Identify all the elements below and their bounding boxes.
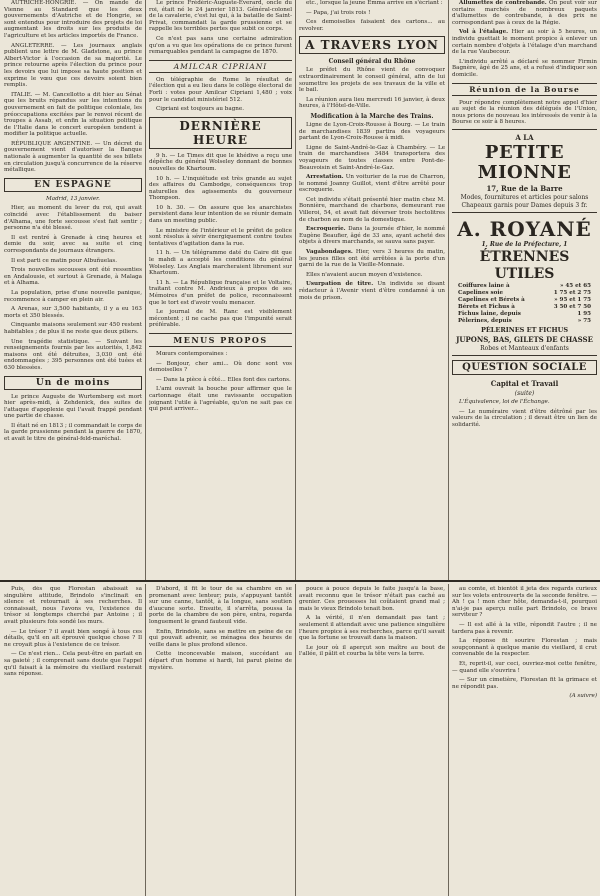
paragraph: Cipriani est toujours au bagne.	[156, 106, 244, 113]
feuilleton-column-4	[452, 586, 597, 894]
paragraph: — Dans la pièce à côté... Elles font des cartons.	[156, 376, 291, 383]
column-3	[299, 0, 445, 580]
price-list	[452, 283, 597, 325]
paragraph: Il est rentré à Grenade à cinq heures et demie du soir, avec sa suite et cinq correspondants de journaux étrangers.	[4, 234, 142, 254]
price-value: 1 75 et 2 75	[553, 289, 591, 296]
paragraph: ANGLETERRE. — Les journaux anglais publient une lettre de M. Gladstone, au prince Albert-Victor à l'occasion de sa majorité. Le prince retourne après l'élection du prince pour les devoirs que lui impose sa haute position et exprime le vœu que ces devoirs soient bien remplis.	[4, 42, 142, 89]
text: Dans la journée d'hier, le nommé Eugène Beaufier, âgé de 33 ans, ayant acheté des objets à divers marchands, se sauva sans payer.	[299, 226, 445, 246]
cipriani-heading: AMILCAR CIPRIANI	[173, 61, 268, 71]
paragraph: ITALIE. — M. Cancellotto a dit hier au Sénat que les bruits répandus sur les intentions du gouvernement en fait de politique coloniale, les préoccupations excitées par le renvoi récent de troupes à Assab, et enfin la situation politique de l'Italie dans le concert européen tendent à modifier la politique actuelle.	[4, 91, 142, 138]
column-rule	[448, 584, 449, 896]
subheading: Conseil général du Rhône	[328, 58, 416, 66]
column-2	[149, 0, 292, 580]
lead: Vol à l'étalage.	[459, 29, 509, 36]
price-item: Pèlerines, depuis	[458, 317, 512, 324]
paragraph: A la vérité, il n'en demandait pas tant ; seulement il attendait avec une patience singulière l'heure propice à ses recherches, parce qu'il savait que la fortune se trouvait dans la maison.	[299, 615, 445, 642]
paragraph: On télégraphie de Rome le résultat de l'élection qui a eu lieu dans le collège électoral de Forli : votes pour Amilcar Cipriani 1,480 ; voix pour le candidat ministériel 512.	[149, 76, 292, 103]
feuilleton-column-1	[4, 586, 142, 894]
section-heading-box	[149, 117, 292, 149]
paragraph: Le jour où il aperçut son maître au bout de l'allée, il pâlit et courba la tête vers la terre.	[299, 644, 445, 658]
section-heading-box	[4, 376, 142, 390]
paragraph: Le prince Auguste de Wurtemberg est mort hier après-midi, à Zehdenick, des suites de l'attaque d'apoplexie qui l'avait frappé pendant une partie de chasse.	[4, 393, 142, 420]
menus-propos-heading: MENUS PROPOS	[173, 334, 268, 345]
paragraph	[299, 174, 445, 194]
subheading: (suite)	[514, 389, 535, 397]
section-heading-box	[299, 36, 445, 54]
paragraph: Cinquante maisons seulement sur 450 restent habitables ; de plus il ne reste que deux piliers.	[4, 322, 142, 335]
paragraph: 9 h. — Le Times dit que le khédive a reçu une dépêche du général Wolseley donnant de bonnes nouvelles de Khartoum.	[149, 152, 292, 172]
paragraph: — Il est allé à la ville, répondit l'autre ; il ne tardera pas à revenir.	[452, 621, 597, 635]
ad-text: PÈLERINES ET FICHUS	[480, 325, 569, 334]
subheading: Modification à la Marche des Trains.	[310, 112, 434, 120]
paragraph: Ce n'est pas sans une certaine admiration qu'on a vu que les opérations de ce prince furent remarquables pendant la campagne de 1870.	[149, 35, 292, 56]
paragraph: La population, prise d'une nouvelle panique, recommence à camper en plein air.	[4, 289, 142, 303]
paragraph: A Arenas, sur 3,500 habitants, il y a eu 163 morts et 350 blessés.	[4, 306, 142, 319]
dateline: Madrid, 13 janvier.	[46, 195, 100, 202]
moins-heading: Un de moins	[35, 377, 111, 388]
column-rule	[145, 584, 146, 896]
paragraph: Ligne de Saint-André-le-Gaz à Chambéry. — Le train de marchandises 3484 transportera des voyageurs de toutes classes entre Pont-de-Beauvoisin et Saint-André-le-Gaz.	[299, 144, 445, 171]
paragraph: Il est parti ce matin pour Albuñuelas.	[11, 257, 117, 264]
derniere-heure-heading: DERNIÈRE HEURE	[179, 118, 262, 147]
paragraph: pouce à pouce depuis le faîte jusqu'à la base, avait reconnu que le trésor n'était pas caché au grenier. Ces prouesses lui coûtaient grand mal ; mais le vieux Brindolo tenait bon.	[299, 586, 445, 612]
paragraph: Trois nouvelles secousses ont été ressenties en Andalousie, et surtout à Grenade, à Malaga et à Alhama.	[4, 267, 142, 287]
question-sociale-heading: QUESTION SOCIALE	[462, 361, 587, 373]
paragraph: 10 h. — L'inquiétude est très grande au sujet des affaires du Cambodge, conséquences trop naturelles des agissements du gouverneur Thompson.	[149, 175, 292, 202]
price-row	[452, 304, 597, 311]
price-value: » 75	[577, 317, 591, 324]
column-rule	[295, 0, 296, 580]
paragraph: RÉPUBLIQUE ARGENTINE. — Un décret du gouvernement vient d'autoriser la Banque nationale à augmenter la quantité de ses billets en circulation jusqu'à concurrence de la réserve métallique.	[4, 140, 142, 174]
paragraph: etc., lorsque la jeune Emma arrive en s'écriant :	[306, 0, 443, 6]
section-heading-box	[149, 60, 292, 73]
text: Un voiturier de la rue de Charron, le nommé Joanny Guillot, vient d'être arrêté pour escroquerie.	[299, 174, 445, 194]
paragraph: Ces demoiselles faisaient des cartons... au revolver.	[299, 19, 445, 32]
price-row	[452, 318, 597, 325]
subheading: Capital et Travail	[490, 378, 559, 388]
ad-text: 17, Rue de la Barre	[486, 183, 563, 193]
advert-mionne	[452, 129, 597, 213]
lead: Allumettes de contrebande.	[459, 0, 547, 6]
paragraph: L'ami ouvrait la bouche pour affirmer que le cartonnage était une ravissante occupation joignant l'utile à l'agréable, qu'on ne sait pas ce qui peut arriver...	[149, 386, 292, 413]
paragraph: — Sur un cimetière, Florestan fit la grimace et ne répondit pas.	[452, 677, 597, 690]
column-rule	[145, 0, 146, 580]
paragraph	[452, 0, 597, 26]
bourse-heading: Réunion de la Bourse	[469, 84, 580, 94]
paragraph: AUTRICHE-HONGRIE. — On mande de Vienne au Standard que les deux gouvernements d'Autriche et de Hongrie, se sont entendus pour introduire des projets de loi augmentant les droits sur les produits de l'agriculture et les articles importés de France.	[4, 0, 142, 39]
paragraph: 11 h. — Un télégramme daté du Caire dit que le mahdi a accepté les conditions du général Wolseley. Les Anglais marcheraient librement sur Khartoum.	[149, 250, 292, 277]
price-item: Coiffures laine à	[458, 282, 510, 289]
paragraph: Puis, dès que Florestan abaissait sa singulière attitude, Brindolo s'inclinait en silence et retournait à ses recherches. Il connaissait, nous l'avons vu, l'existence du trésor si longtemps cherché par Antoine ; il avait plusieurs fois sondé les murs.	[4, 586, 142, 625]
paragraph	[299, 226, 445, 246]
paragraph: — Le trésor ? il avait bien songé à tous ces détails, qu'il en ait éprouvé quelque chose ? Il ne croyait plus à l'existence de ce trésor.	[4, 628, 142, 648]
paragraph: Le journal de M. Ranc est visiblement mécontent ; il ne cache pas que l'impunité serait préférable.	[149, 309, 292, 329]
ad-text: Modes, fournitures et articles pour salons	[460, 193, 589, 201]
paragraph: Le prince Frédéric-Auguste-Everard, oncle du roi, était né le 24 janvier 1813. Général-colonel de la cavalerie, c'est lui qui, à la bataille de Saint-Privat, commandait la garde prussienne et se rappelle les terribles pertes que subit ce corps.	[149, 0, 292, 33]
section-heading-box	[452, 360, 597, 375]
section-heading-box	[149, 333, 292, 347]
price-value: » 45 et 65	[559, 282, 591, 289]
paragraph: au comte, et bientôt il jeta des regards curieux sur les volets entrouverts de la seconde fenêtre. — Ah ! ça ! mon cher hôte, demanda-t-il, pourquoi n'ai-je pas aperçu nulle part Brindolo, ce brave serviteur ?	[452, 586, 597, 619]
lead: Vagabondages.	[306, 249, 353, 256]
feuilleton-rule	[0, 580, 600, 582]
paragraph	[299, 249, 445, 269]
text: On peut voir sur certains marchés de nombreux paquets d'allumettes de contrebande, à des prix ne correspondant pas à ceux de la Régie.	[452, 0, 597, 26]
paragraph: — Papa, j'ai trois rois !	[306, 9, 371, 16]
paragraph: 11 h. — La République française et le Voltaire, traitant contre M. Andrieux à propos de ses Mémoires d'un préfet de police, reconnaissent que le tort est d'avoir voulu menacer.	[149, 279, 292, 306]
price-row	[452, 311, 597, 318]
price-item: Fichus laine, depuis	[458, 310, 521, 317]
feuilleton-column-3	[299, 586, 445, 894]
paragraph: Cette inconcevable maison, succédant au départ d'un homme si hardi, lui parut pleine de mystère.	[149, 651, 292, 671]
ad-headline: ÉTRENNES UTILES	[479, 248, 570, 282]
paragraph: 10 h. 30. — On assure que les anarchistes persistent dans leur intention de se réunir demain dans un meeting public.	[149, 204, 292, 225]
a-travers-lyon-heading: A TRAVERS LYON	[305, 38, 439, 53]
price-row	[452, 297, 597, 304]
ad-headline: PETITE MIONNE	[477, 141, 572, 183]
paragraph: Enfin, Brindolo, sans se mettre en peine de ce qui pouvait advenir, se ménagea des heures de veille dans le plus profond silence.	[149, 628, 292, 648]
paragraph: Ligne de Lyon-Croix-Rousse à Bourg. — Le train de marchandises 1839 partira des voyageurs partant de Lyon-Croix-Rousse à midi.	[299, 121, 445, 142]
price-value: » 95 et 1 75	[554, 296, 591, 303]
column-4	[452, 0, 597, 580]
paragraph: L'Équivalence, loi de l'Échange.	[459, 398, 550, 405]
column-rule	[448, 0, 449, 580]
paragraph: La réunion aura lieu mercredi 16 janvier, à deux heures, à l'Hôtel-de-Ville.	[299, 96, 445, 110]
price-item: Capelines soie	[458, 289, 504, 296]
ad-text: A LA	[515, 132, 534, 142]
espagne-heading: EN ESPAGNE	[34, 179, 112, 190]
text: Hier, vers 3 heures du matin, les jeunes filles ont été arrêtées à la porte d'un garni de la rue de la Vieille-Monnaie.	[299, 249, 445, 269]
paragraph: Mœurs contemporaines :	[156, 350, 228, 357]
price-row	[452, 283, 597, 290]
paragraph: — Ce n'est rien... Cela peut-être en parlait en sa gaieté ; il comprenait sans doute que l'appel qu'il faisait à la mémoire du vieillard resterait sans réponse.	[4, 651, 142, 678]
price-item: Bérets et Fichus à	[458, 303, 515, 310]
to-be-continued: (A suivre)	[569, 693, 597, 700]
paragraph: Le préfet du Rhône vient de convoquer extraordinairement le conseil général, afin de lui soumettre les projets de ses travaux de la ville et le bail.	[299, 67, 445, 94]
section-heading-box	[4, 178, 142, 192]
ad-text: 1, Rue de la Préfecture, 1	[481, 240, 568, 248]
lead: Usurpation de titre.	[306, 281, 374, 288]
paragraph	[299, 281, 445, 301]
column-1	[4, 0, 142, 580]
paragraph: — Le numéraire vient d'être détrôné par les valeurs de la circulation ; il devait être un lien de solidarité.	[452, 408, 597, 428]
paragraph	[452, 29, 597, 55]
advert-royane	[452, 216, 597, 356]
price-value: 1 95	[577, 310, 591, 317]
paragraph: La réponse fit sourire Florestan ; mais soupçonnant à quelque manie du vieillard, il crut convenable de la respecter.	[452, 638, 597, 658]
ad-text: Robes et Manteaux d'enfants	[480, 344, 569, 352]
paragraph: Une tragédie statistique. — Suivant les renseignements fournis par les autorités, 1,842 maisons ont été détruites, 3,030 ont été endommagées ; 395 personnes ont été tuées et 630 blessées.	[4, 338, 142, 371]
price-value: 3 50 et 7 50	[553, 303, 591, 310]
text: Un individu se disant rédacteur à l'Avenir vient d'être condamné à un mois de prison.	[299, 281, 445, 301]
ad-text: JUPONS, BAS, GILETS DE CHASSE	[456, 334, 593, 344]
paragraph: — Bonjour, cher ami... Où donc sont vos demoiselles ?	[149, 360, 292, 374]
paragraph: Elles n'avaient aucun moyen d'existence.	[306, 271, 423, 278]
paragraph: L'individu arrêté a déclaré se nommer Firmin Bagnère, âgé de 25 ans, et a refusé d'indiquer son domicile.	[452, 58, 597, 78]
paragraph: Le ministre de l'intérieur et le préfet de police sont résolus à sévir énergiquement contre toutes tentatives d'agitation dans la rue.	[149, 227, 292, 247]
paragraph: Et, reprit-il, sur ceci, ouvriez-moi cette fenêtre, — quand elle s'ouvrira !	[452, 660, 597, 674]
column-rule	[295, 584, 296, 896]
paragraph: Hier, au moment du lever du roi, qui avait coïncidé avec l'établissement du baiser d'Alhama, une forte secousse s'est fait sentir ; personne n'a été blessé.	[4, 205, 142, 232]
lead: Escroquerie.	[306, 226, 346, 233]
paragraph: D'abord, il fit le tour de sa chambre en se promenant avec lenteur; puis, s'appuyant tantôt sur une canne, tantôt, à la longue, sans soutien d'aucune sorte. Ensuite, il s'arrêta, poussa la porte de la chambre de son père, entra, regarda longuement le grand fauteuil vide.	[149, 586, 292, 625]
ad-headline: A. ROYANÉ	[457, 216, 592, 241]
price-row	[452, 290, 597, 297]
lead: Arrestation.	[306, 174, 344, 181]
section-heading-box	[452, 83, 597, 96]
paragraph: Cet individu s'était présenté hier matin chez M. Bonnière, marchand de charbons, demeurant rue Villeroi, 54, et avait fait déverser trois hectolitres de charbon au nom de la domestique.	[299, 196, 445, 223]
text: Hier au soir à 5 heures, un individu guettait le moment propice à enlever un certain nombre d'objets à l'étalage d'un marchand de la rue Vaubecour.	[452, 29, 597, 56]
paragraph: Pour répondre complètement notre appel d'hier au sujet de la réunion des délégués de l'Union, nous prions de nouveau les intéressés de venir à la Bourse ce soir à 8 heures.	[452, 99, 597, 126]
feuilleton-column-2	[149, 586, 292, 894]
paragraph: Il était né en 1813 ; il commandait le corps de la garde prussienne pendant la guerre de 1870, et avait le titre de général-feld-maréchal.	[4, 422, 142, 443]
price-item: Capelines et Bérets à	[458, 296, 525, 303]
ad-text: Chapeaux garnis pour Dames depuis 3 fr.	[461, 201, 588, 209]
